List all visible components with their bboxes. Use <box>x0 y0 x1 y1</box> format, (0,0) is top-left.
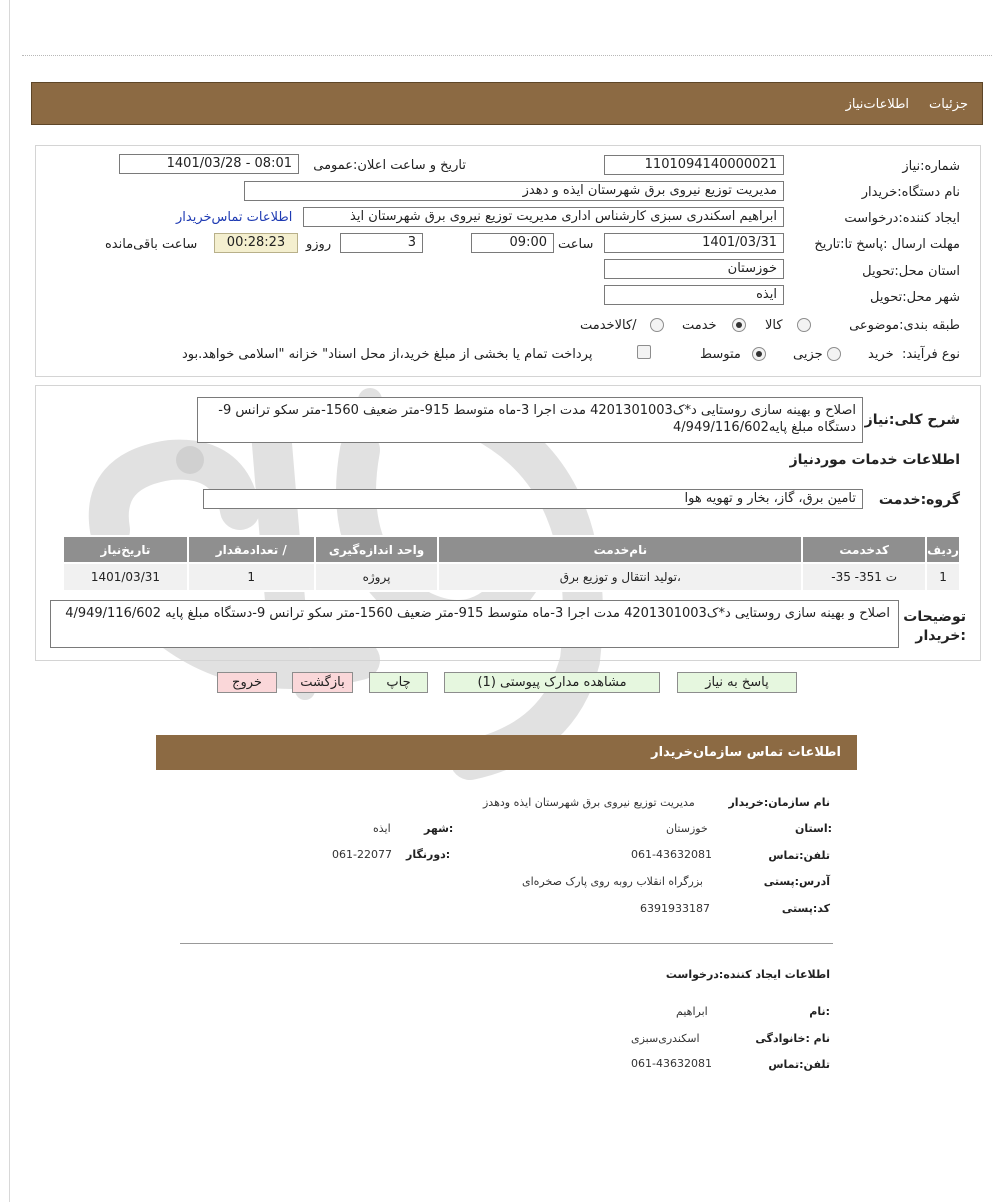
category-label: طبقه بندی:موضوعی <box>849 318 960 333</box>
city-field[interactable]: ایذه <box>604 285 784 305</box>
province-field[interactable]: خوزستان <box>604 259 784 279</box>
process-label: نوع فرآیند: <box>902 347 960 362</box>
cell-need-date: 1401/03/31 <box>63 563 188 591</box>
contact-fax-value: 061-22077 <box>332 848 392 861</box>
days-field[interactable]: 3 <box>340 233 423 253</box>
category-service-radio[interactable] <box>732 318 746 332</box>
tab-need-info[interactable]: اطلاعات‌نیاز <box>845 97 910 112</box>
creator-name-value: ابراهیم <box>676 1005 708 1018</box>
service-group-label: گروه:خدمت <box>878 492 960 508</box>
table-header-row <box>63 536 960 563</box>
contact-phone-value: 061-43632081 <box>631 848 712 861</box>
page-left-border <box>9 0 10 1202</box>
process-minor-label: جزیی <box>793 347 823 362</box>
col-row: ردیف <box>926 536 960 563</box>
tab-details[interactable]: جزئیات <box>929 97 968 112</box>
services-heading: اطلاعات خدمات موردنیاز <box>789 452 960 468</box>
treasury-payment-checkbox[interactable] <box>637 345 651 359</box>
buyer-org-field[interactable]: مدیریت توزیع نیروی برق شهرستان ایذه و دهدز <box>244 181 784 201</box>
exit-button[interactable]: خروج <box>217 672 277 693</box>
process-minor-radio[interactable] <box>827 347 841 361</box>
creator-family-label: نام :خانوادگی <box>755 1032 830 1045</box>
need-info-panel <box>35 145 981 377</box>
creator-phone-label: تلفن:تماس <box>768 1058 830 1071</box>
contact-city-label: :شهر <box>424 822 454 835</box>
contact-province-value: خوزستان <box>666 822 708 835</box>
cell-unit: پروژه <box>315 563 439 591</box>
category-service-label: خدمت <box>682 318 717 333</box>
remaining-time-label: ساعت باقی‌مانده <box>105 237 198 252</box>
category-goods-service-radio[interactable] <box>650 318 664 332</box>
deadline-label: مهلت ارسال :پاسخ تا:تاریخ <box>814 237 960 252</box>
deadline-time-field[interactable]: 09:00 <box>471 233 554 253</box>
city-label: شهر محل:تحویل <box>870 290 960 305</box>
category-goods-label: کالا <box>765 318 783 333</box>
services-table <box>62 535 961 592</box>
col-need-date: تاریخ‌نیاز <box>63 536 188 563</box>
creator-name-label: :نام <box>809 1005 830 1018</box>
buyer-notes-textbox[interactable]: اصلاح و بهینه سازی روستایی د*ک4201301003 مدت اجرا 3-ماه متوسط 915-متر ضعیف 1560-متر سکو ترانس 9-دستگاه مبلغ پایه 4/949/116/602 <box>50 600 899 648</box>
contact-divider <box>180 943 833 944</box>
col-quantity: / تعدادمقدار <box>188 536 315 563</box>
deadline-date-field[interactable]: 1401/03/31 <box>604 233 784 253</box>
creator-phone-value: 061-43632081 <box>631 1057 712 1070</box>
process-medium-radio[interactable] <box>752 347 766 361</box>
contact-address-value: بزرگراه انقلاب روبه روی پارک صخره‌ای <box>522 875 703 888</box>
remaining-time-counter: 00:28:23 <box>214 233 298 253</box>
description-label: شرح کلی:نیاز <box>864 412 960 428</box>
category-goods-radio[interactable] <box>797 318 811 332</box>
org-value: مدیریت توزیع نیروی برق شهرستان ایذه ودهدز <box>483 796 695 809</box>
creator-family-value: اسکندری‌سبزی <box>631 1032 700 1045</box>
cell-service-name: ،تولید انتقال و توزیع برق <box>438 563 802 591</box>
col-service-name: نام‌خدمت <box>438 536 802 563</box>
cell-quantity: 1 <box>188 563 315 591</box>
cell-service-code: ت 351- 35- <box>802 563 926 591</box>
description-textbox[interactable]: اصلاح و بهینه سازی روستایی د*ک4201301003 مدت اجرا 3-ماه متوسط 915-متر ضعیف 1560-متر سکو ترانس 9-دستگاه مبلغ پایه4/949/116/602 <box>197 397 863 443</box>
contact-phone-label: تلفن:تماس <box>768 849 830 862</box>
creator-label: ایجاد کننده:درخواست <box>844 211 960 226</box>
col-unit: واحد اندازه‌گیری <box>315 536 439 563</box>
process-type-value: خرید <box>868 347 894 362</box>
deadline-time-label: ساعت <box>558 237 594 252</box>
announce-date-label: تاریخ و ساعت اعلان:عمومی <box>313 158 466 173</box>
attachments-button[interactable]: مشاهده مدارک پیوستی (1) <box>444 672 660 693</box>
contact-section-title: اطلاعات تماس سازمان‌خریدار <box>651 745 841 760</box>
contact-city-value: ایذه <box>373 822 391 835</box>
contact-province-label: :استان <box>795 822 832 835</box>
reply-button[interactable]: پاسخ به نیاز <box>677 672 797 693</box>
province-label: استان محل:تحویل <box>862 264 960 279</box>
buyer-org-label: نام دستگاه:خریدار <box>861 185 960 200</box>
creator-field[interactable]: ابراهیم اسکندری سبزی کارشناس اداری مدیریت توزیع نیروی برق شهرستان ایذ <box>303 207 784 227</box>
buyer-notes-label: توضیحات :خریدار <box>903 609 966 644</box>
contact-postal-label: کد:پستی <box>781 902 830 915</box>
process-medium-label: متوسط <box>700 347 741 362</box>
cell-row: 1 <box>926 563 960 591</box>
creator-heading: اطلاعات ایجاد کننده:درخواست <box>665 968 830 981</box>
table-row[interactable] <box>63 563 960 591</box>
contact-address-label: آدرس:پستی <box>763 875 830 888</box>
contact-section-bar <box>156 735 857 770</box>
org-label: نام سازمان:خریدار <box>728 796 830 809</box>
print-button[interactable]: چاپ <box>369 672 428 693</box>
page-header-bar <box>31 82 983 125</box>
days-label: روزو <box>306 237 332 252</box>
treasury-payment-note: پرداخت تمام یا بخشی از مبلغ خرید،از محل اسناد" خزانه "اسلامی خواهد.بود <box>182 347 593 362</box>
contact-fax-label: :دورنگار <box>406 848 451 861</box>
buyer-contact-link[interactable]: اطلاعات تماس‌خریدار <box>176 210 293 225</box>
announce-date-field[interactable]: 1401/03/28 - 08:01 <box>119 154 299 174</box>
need-number-field[interactable]: 1101094140000021 <box>604 155 784 175</box>
top-divider <box>22 55 992 56</box>
need-number-label: شماره:نیاز <box>902 159 960 174</box>
service-group-field[interactable]: تامین برق، گاز، بخار و تهویه هوا <box>203 489 863 509</box>
category-goods-service-label: /کالاخدمت <box>580 318 637 333</box>
back-button[interactable]: بازگشت <box>292 672 353 693</box>
col-service-code: کدخدمت <box>802 536 926 563</box>
contact-postal-value: 6391933187 <box>640 902 710 915</box>
